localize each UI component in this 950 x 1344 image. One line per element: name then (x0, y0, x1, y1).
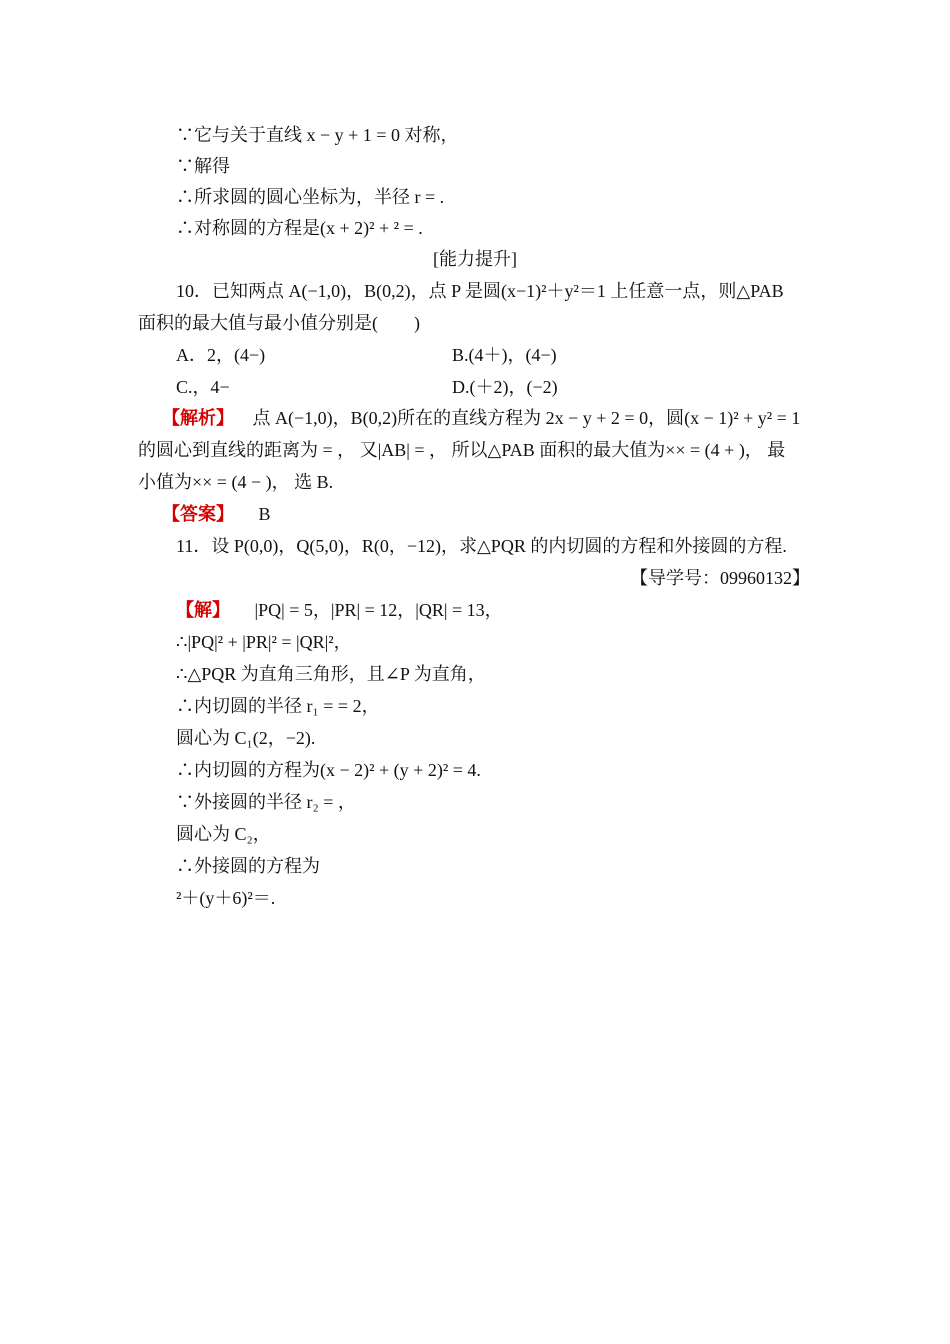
section-heading: [能力提升] (433, 249, 517, 269)
solution-step: 圆心为 C₁(2，−2). (176, 728, 316, 748)
solution-step: ∴△PQR 为直角三角形，且∠P 为直角， (176, 664, 486, 684)
option-row (176, 375, 558, 399)
solution-step: ∴内切圆的半径 r₁ = = 2， (176, 696, 380, 716)
option-b: B.(4＋)，(4−) (452, 345, 557, 365)
solution-step: ∴外接圆的方程为 (176, 856, 320, 876)
solution-step: ∴内切圆的方程为(x − 2)² + (y + 2)² = 4. (176, 760, 481, 780)
option-d: D.(＋2)，(−2) (452, 377, 558, 397)
question-10: 10．已知两点 A(−1,0)，B(0,2)，点 P 是圆(x−1)²＋y²＝1 上任意一点，则△PAB (176, 281, 784, 301)
analysis-tag: 【解析】 (162, 408, 234, 428)
text-line: ∴对称圆的方程是(x + 2)² + ² = . (176, 218, 423, 238)
text-line: ∵解得 (176, 156, 230, 176)
answer-line (162, 502, 271, 526)
analysis-cont: 小值为×× = (4 − )， 选 B. (138, 472, 334, 492)
solution-step: ∴|PQ|² + |PR|² = |QR|²， (176, 632, 352, 652)
answer-tag: 【答案】 (162, 504, 234, 524)
solution-step: ²＋(y＋6)²＝. (176, 888, 276, 908)
analysis-text: 点 A(−1,0)，B(0,2)所在的直线方程为 2x − y + 2 = 0，圆(x − 1)² + y² = 1 (252, 408, 801, 428)
solution-step: 圆心为 C₂， (176, 824, 271, 844)
question-11: 11．设 P(0,0)，Q(5,0)，R(0，−12)，求△PQR 的内切圆的方程和外接圆的方程. (176, 536, 787, 556)
option-row (176, 343, 557, 367)
option-a: A．2，(4−) (176, 345, 266, 365)
option-c: C.，4− (176, 377, 230, 397)
guide-number: 【导学号：09960132】 (630, 568, 810, 588)
answer-value: B (258, 504, 271, 524)
text-line: ∵它与关于直线 x − y + 1 = 0 对称， (176, 125, 459, 145)
solution-tag: 【解】 (176, 600, 230, 620)
text-line: ∴所求圆的圆心坐标为，半径 r = . (176, 187, 445, 207)
solution-step: ∵外接圆的半径 r₂ = ， (176, 792, 356, 812)
question-10-cont: 面积的最大值与最小值分别是( ) (138, 313, 420, 333)
analysis-cont: 的圆心到直线的距离为 = ， 又|AB| = ， 所以△PAB 面积的最大值为×× = (4 + )， 最 (138, 440, 786, 460)
analysis-line (162, 406, 800, 430)
solution-text: |PQ| = 5，|PR| = 12，|QR| = 13， (254, 600, 503, 620)
solution-line (176, 598, 503, 622)
